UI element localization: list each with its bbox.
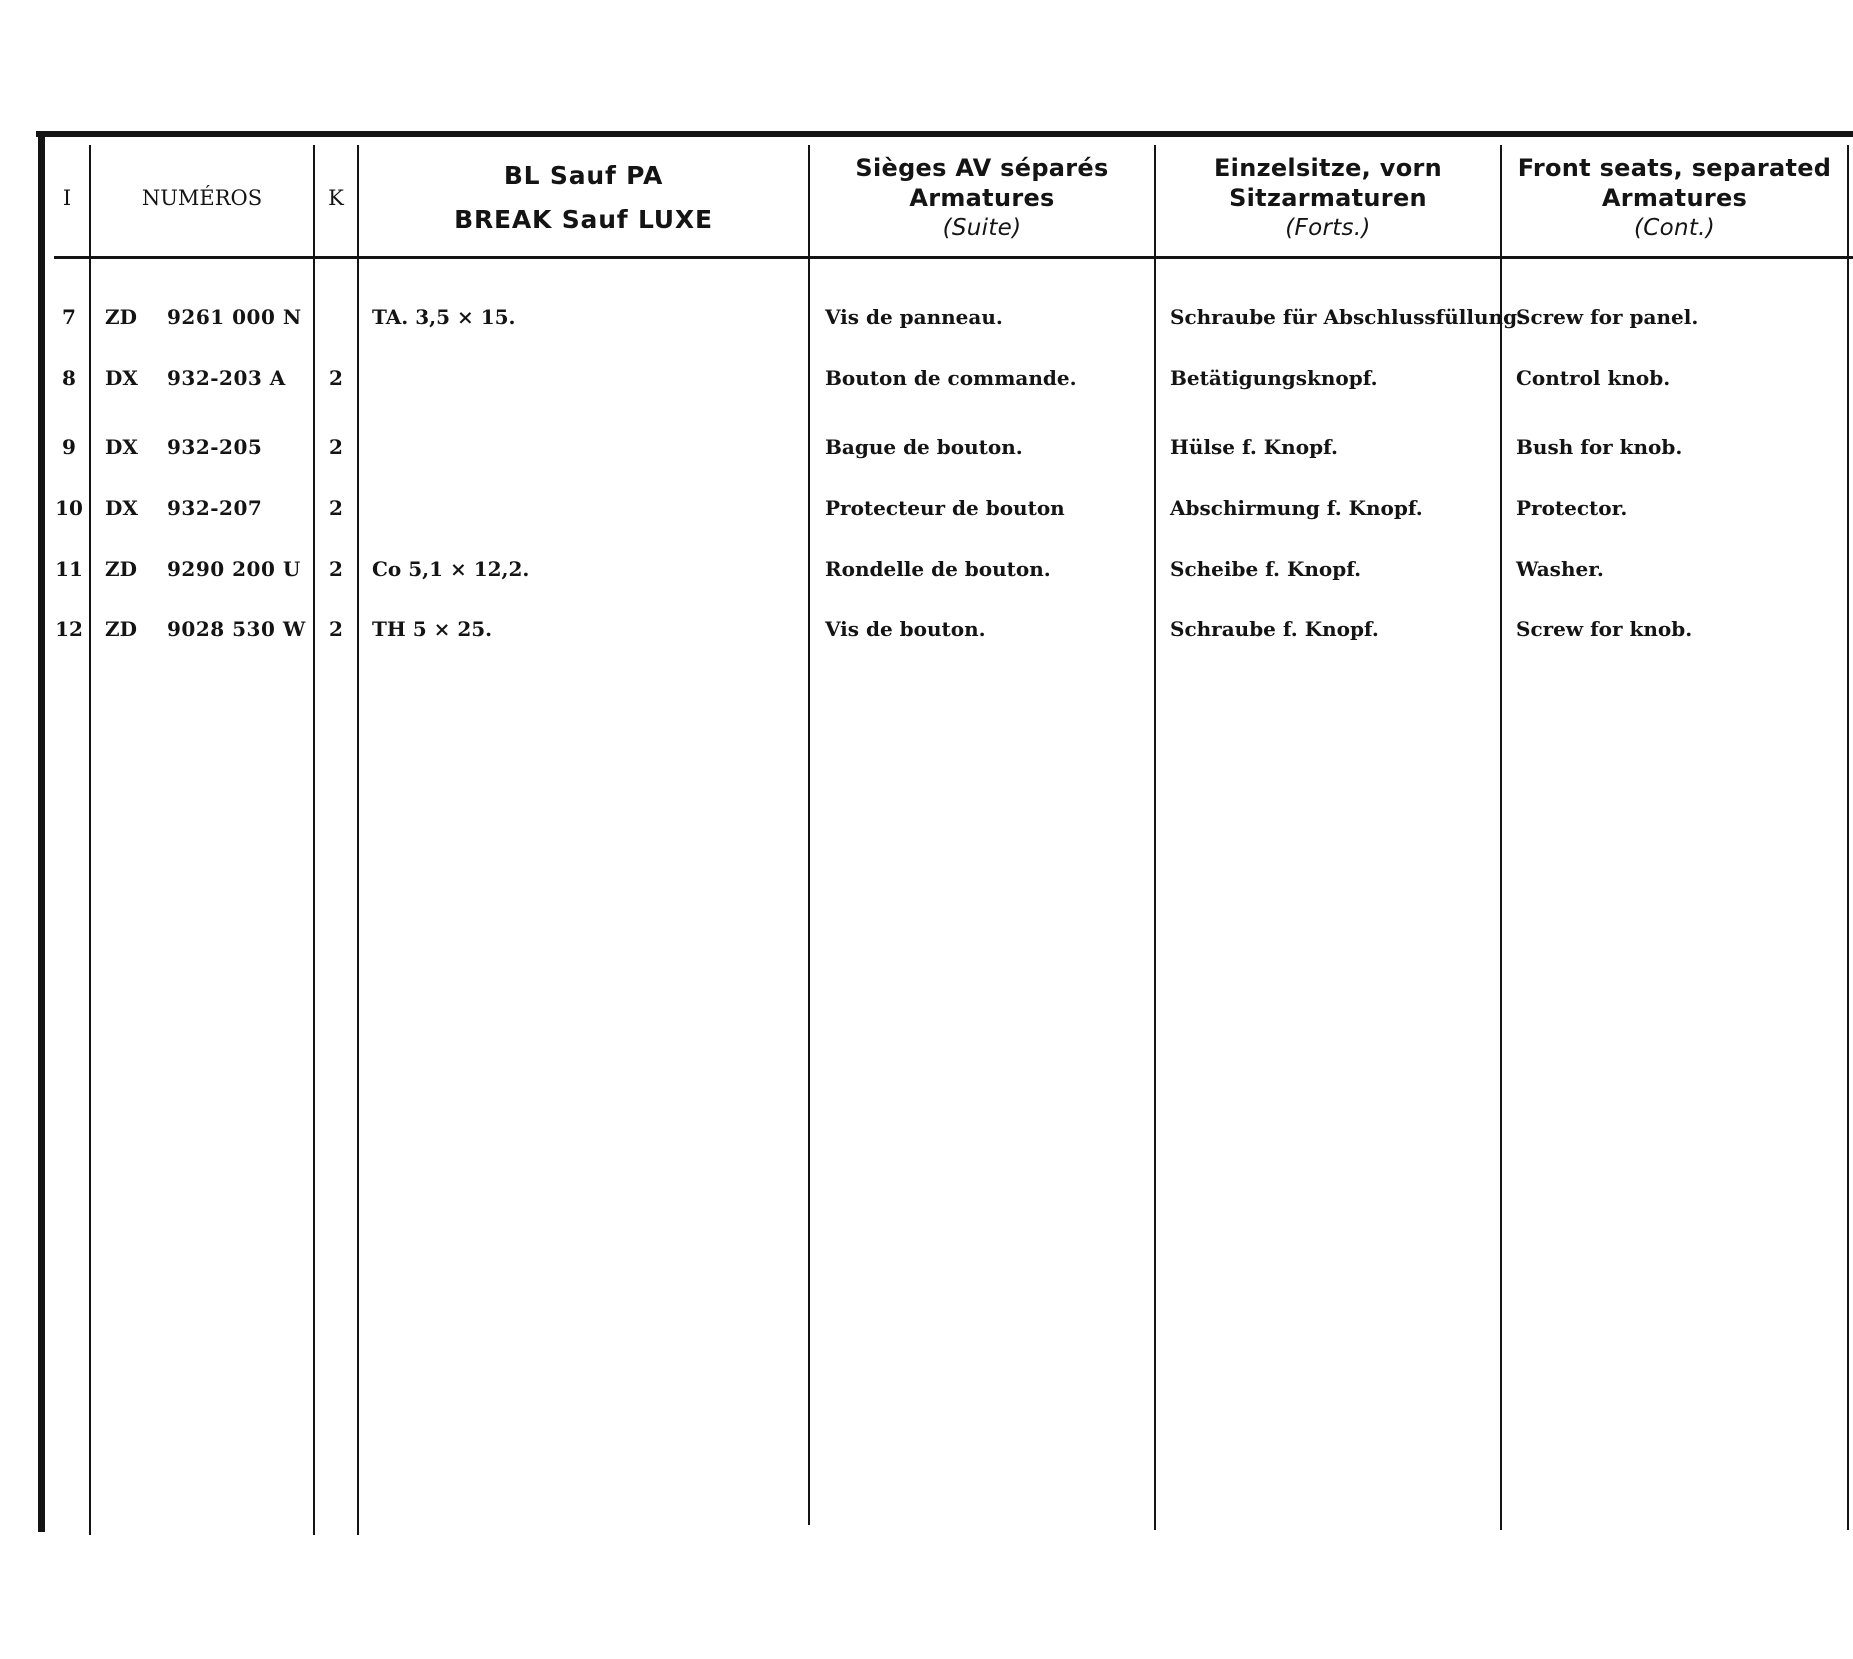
header-model-line2: BREAK Sauf LUXE [454,205,713,234]
part-number: 9290 200 U [167,557,301,581]
part-prefix: DX [105,496,138,520]
header-k-label: K [328,185,344,210]
table-row [0,549,1853,589]
header-index-label: I [62,185,72,210]
header-k [315,148,357,248]
part-prefix: ZD [105,305,137,329]
table-row [0,609,1853,649]
quantity-k [315,297,357,337]
quantity-k: 2 [329,435,343,459]
header-index [45,148,89,248]
header-english [1502,148,1847,248]
part-prefix: DX [105,435,138,459]
description-fr: Protecteur de bouton [825,496,1065,520]
quantity-k: 2 [329,617,343,641]
row-index: 9 [62,435,76,459]
column-rule-7 [1847,145,1849,1530]
row-index: 11 [55,557,83,581]
column-rule-3 [357,145,359,1535]
column-rule-6 [1500,145,1502,1530]
table-row [0,297,1853,337]
description-fr: Vis de panneau. [825,305,1003,329]
header-french-line2: Armatures [909,184,1055,213]
header-numbers [91,148,313,248]
description-en: Bush for knob. [1516,435,1683,459]
spec-text: TA. 3,5 × 15. [372,305,516,329]
column-rule-5 [1154,145,1156,1530]
quantity-k: 2 [329,366,343,390]
description-fr: Rondelle de bouton. [825,557,1051,581]
description-en: Washer. [1516,557,1604,581]
row-index: 10 [55,496,83,520]
row-index: 8 [62,366,76,390]
header-english-line1: Front seats, separated [1517,153,1832,182]
quantity-k: 2 [329,557,343,581]
header-english-line3: (Cont.) [1633,215,1716,241]
table-row [0,488,1853,528]
part-prefix: DX [105,366,138,390]
table-top-rule [36,131,1853,137]
part-number: 9028 530 W [167,617,306,641]
table-row [0,427,1853,467]
header-separator-rule [54,256,1853,259]
header-german-line3: (Forts.) [1285,215,1371,241]
column-rule-1 [89,145,91,1535]
description-de: Schraube für Abschlussfüllung. [1170,305,1525,329]
part-prefix: ZD [105,557,137,581]
column-rule-2 [313,145,315,1535]
description-fr: Bouton de commande. [825,366,1077,390]
description-de: Betätigungsknopf. [1170,366,1378,390]
header-german-line2: Sitzarmaturen [1229,184,1427,213]
description-en: Screw for panel. [1516,305,1699,329]
spec-text: Co 5,1 × 12,2. [372,557,530,581]
header-numbers-label: NUMÉROS [141,185,263,210]
part-number: 932-207 [167,496,263,520]
row-index: 12 [55,617,83,641]
description-fr: Vis de bouton. [825,617,986,641]
part-number: 932-203 A [167,366,286,390]
header-german [1156,148,1500,248]
header-french [810,148,1154,248]
quantity-k: 2 [329,496,343,520]
part-number: 9261 000 N [167,305,302,329]
description-de: Schraube f. Knopf. [1170,617,1379,641]
header-english-line2: Armatures [1601,184,1748,213]
description-de: Scheibe f. Knopf. [1170,557,1362,581]
part-prefix: ZD [105,617,137,641]
header-german-line1: Einzelsitze, vorn [1213,153,1443,182]
header-model [359,148,808,248]
table-left-rule [38,133,45,1532]
part-number: 932-205 [167,435,263,459]
column-rule-4 [808,145,810,1525]
header-model-line1: BL Sauf PA [503,161,664,191]
description-en: Control knob. [1516,366,1671,390]
description-de: Abschirmung f. Knopf. [1170,496,1423,520]
table-row [0,358,1853,398]
header-french-line1: Sièges AV séparés [855,153,1109,182]
description-en: Screw for knob. [1516,617,1693,641]
header-french-line3: (Suite) [942,215,1022,241]
description-fr: Bague de bouton. [825,435,1023,459]
spec-text: TH 5 × 25. [372,617,493,641]
description-de: Hülse f. Knopf. [1170,435,1338,459]
description-en: Protector. [1516,496,1628,520]
row-index: 7 [62,305,76,329]
